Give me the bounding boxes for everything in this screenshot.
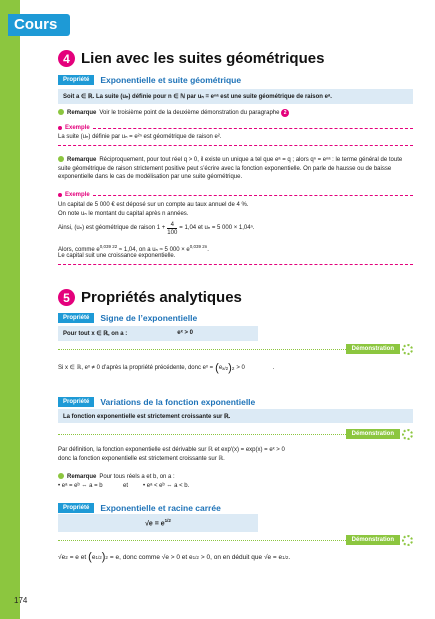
property-title: Exponentielle et racine carrée	[100, 503, 221, 513]
demonstration-rule	[58, 540, 346, 541]
remark-item: • eᵃ = eᵇ ⇔ a = b	[58, 483, 103, 489]
text-segment: .	[207, 247, 209, 253]
fraction-numerator: 4	[170, 222, 174, 228]
property-title: Variations de la fonction exponentielle	[100, 397, 256, 407]
gear-icon	[402, 429, 413, 440]
exponent: 1/2	[95, 555, 102, 560]
remark-text: Pour tous réels a et b, on a :	[99, 474, 175, 480]
exemple-1-end-rule	[58, 145, 413, 146]
paragraph-ref-badge: 2	[281, 109, 289, 117]
fraction	[167, 222, 177, 236]
page-number: 174	[14, 596, 28, 605]
remark-label: Remarque	[67, 157, 97, 163]
demonstration-1-text	[58, 364, 413, 373]
power-expression: ( e 1/2 ) 2	[88, 551, 108, 563]
exponent: 1/2	[192, 555, 199, 560]
exponent: 2	[65, 555, 68, 560]
exponent: x/2	[222, 366, 229, 371]
demonstration-3-text	[58, 553, 413, 562]
demonstration-rule	[58, 434, 346, 435]
demonstration-rule	[58, 349, 346, 350]
property-badge: Propriété	[58, 397, 94, 407]
exemple-2-header	[58, 191, 413, 199]
remark-text: Réciproquement, pour tout réel q > 0, il existe un unique a tel que eᵃ = q ; alors qⁿ = eⁿᵃ : le terme général de toute suite géométrique de raison strictement positive peut s’écrire avec la fonction exponentielle. On parle de hausse ou de baisse exponentielle dans le cas de modélisation par une suite géométrique.	[58, 157, 403, 180]
property-body	[58, 326, 258, 341]
section-5-number: 5	[58, 289, 75, 306]
property-badge: Propriété	[58, 503, 94, 513]
property-body: La fonction exponentielle est strictement croissante sur ℝ.	[58, 409, 413, 423]
property-badge: Propriété	[58, 75, 94, 85]
exponent: 2	[231, 366, 235, 371]
text-segment: .	[288, 554, 291, 561]
remark-icon	[58, 156, 64, 162]
property-header	[58, 501, 413, 515]
text-segment: = e, donc comme √e > 0 et e	[109, 554, 193, 561]
section-4-number: 4	[58, 50, 75, 67]
sidebar-strip	[0, 0, 20, 619]
text-segment: > 0, on en déduit que √e = e	[200, 554, 283, 561]
page-content	[58, 0, 413, 619]
exemple-1-text: La suite (uₙ) définie par uₙ = e²ⁿ est géométrique de raison e².	[58, 134, 222, 140]
text-segment: .	[272, 365, 275, 371]
text-segment: √e	[58, 554, 66, 561]
remark-icon	[58, 109, 64, 115]
exponent: 1/2	[164, 518, 171, 523]
property-body	[58, 514, 258, 532]
demonstration-header	[58, 343, 413, 355]
demonstration-badge: Démonstration	[346, 429, 400, 439]
demonstration-badge: Démonstration	[346, 535, 400, 545]
text-segment: Ainsi, (uₙ) est géométrique de raison 1 +	[58, 225, 166, 232]
text-segment: > 0	[236, 365, 245, 371]
remark-3-items	[58, 482, 413, 491]
exponent: 0,039 22	[99, 244, 118, 249]
text-segment: = e et	[69, 554, 87, 561]
text-segment: Alors, comme e	[58, 247, 100, 253]
remark-2	[58, 156, 413, 182]
property-title: Signe de l’exponentielle	[100, 313, 198, 323]
remark-icon	[58, 473, 64, 479]
demonstration-header	[58, 534, 413, 546]
section-4-title: Lien avec les suites géométriques	[81, 50, 325, 67]
exemple-1-header	[58, 124, 413, 132]
remark-label: Remarque	[67, 474, 97, 480]
remark-text: Voir le troisième point de la deuxième démonstration du paragraphe	[99, 110, 280, 116]
property-formula: eˣ > 0	[177, 330, 193, 336]
section-5-heading	[58, 289, 242, 306]
gear-icon	[402, 344, 413, 355]
text-segment: = 1,04 et uₙ = 5 000 × 1,04ⁿ.	[179, 225, 255, 232]
property-formula: √e = e	[145, 520, 165, 528]
remark-item: • eᵃ < eᵇ ⇔ a < b.	[143, 483, 190, 489]
property-condition: Pour tout x ∈ ℝ, on a :	[63, 331, 128, 337]
text-segment: Si x ∈ ℝ, eˣ ≠ 0 d’après la propriété précédente, donc eˣ =	[58, 365, 214, 371]
exemple-2-line-5: Le capital suit une croissance exponentielle.	[58, 253, 176, 259]
exemple-dot-icon	[58, 126, 62, 130]
exemple-2-line-1: Un capital de 5 000 € est déposé sur un compte au taux annuel de 4 %.	[58, 202, 249, 208]
exemple-dot-icon	[58, 193, 62, 197]
demonstration-header	[58, 428, 413, 440]
cours-tab: Cours	[8, 14, 70, 36]
remark-label: Remarque	[67, 110, 97, 116]
section-4-heading	[58, 50, 324, 67]
base: e	[91, 554, 96, 561]
exponent: 0,039 2n	[189, 244, 208, 249]
base: e	[218, 365, 223, 371]
exemple-2-end-rule	[58, 264, 413, 265]
exemple-label: Exemple	[65, 192, 90, 198]
property-body: Soit a ∈ ℝ. La suite (uₙ) définie pour n ∈ ℕ par uₙ = eⁿᵃ est une suite géométrique de raison eᵃ.	[58, 89, 413, 104]
gear-icon	[402, 535, 413, 546]
exponent: 2	[105, 555, 108, 560]
remark-3	[58, 473, 413, 482]
property-header	[58, 311, 413, 325]
exemple-rule	[93, 128, 413, 129]
remark-1	[58, 109, 413, 118]
power-expression: ( e x/2 ) 2	[215, 362, 235, 374]
section-5-title: Propriétés analytiques	[81, 289, 242, 306]
exponent: 1/2	[282, 555, 289, 560]
exemple-2-line-2: On note uₙ le montant du capital après n années.	[58, 211, 189, 217]
demonstration-2-line-2: donc la fonction exponentielle est strictement croissante sur ℝ.	[58, 456, 225, 462]
demonstration-badge: Démonstration	[346, 344, 400, 354]
exemple-rule	[93, 195, 413, 196]
fraction-denominator: 100	[167, 229, 178, 236]
property-badge: Propriété	[58, 313, 94, 323]
property-header	[58, 73, 413, 87]
exemple-2-line-3	[58, 222, 413, 236]
property-title: Exponentielle et suite géométrique	[100, 75, 242, 85]
text-segment: ≈ 1,04, on a uₙ ≈ 5 000 × e	[118, 247, 190, 253]
exemple-label: Exemple	[65, 125, 90, 131]
demonstration-2-line-1: Par définition, la fonction exponentielle est dérivable sur ℝ et exp′(x) = exp(x) = eˣ > 0	[58, 447, 285, 453]
property-header	[58, 395, 413, 409]
remark-connector: et	[123, 483, 129, 489]
